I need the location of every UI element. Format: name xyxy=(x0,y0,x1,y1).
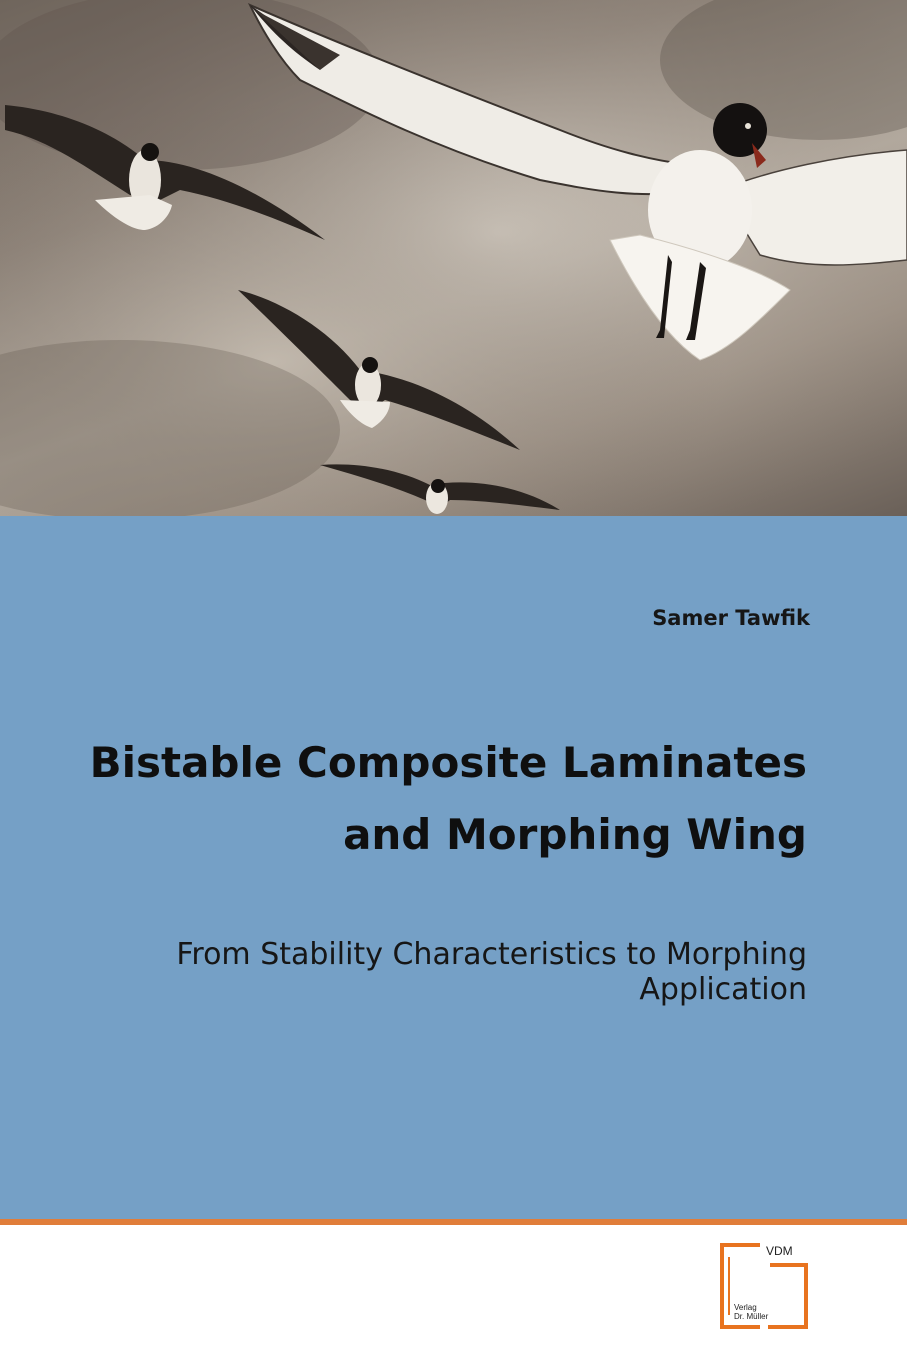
author-name: Samer Tawfik xyxy=(652,606,810,630)
publisher-line2: Dr. Müller xyxy=(734,1312,769,1321)
publisher-logo xyxy=(720,1243,809,1329)
book-subtitle: From Stability Characteristics to Morphing Application xyxy=(176,937,807,1007)
cover-photo xyxy=(0,0,907,516)
seagulls-illustration xyxy=(0,0,907,516)
publisher-line1: Verlag xyxy=(734,1303,757,1312)
publisher-logo-name: VDM xyxy=(766,1244,793,1258)
book-title: Bistable Composite Laminates and Morphing Wing xyxy=(89,738,807,859)
